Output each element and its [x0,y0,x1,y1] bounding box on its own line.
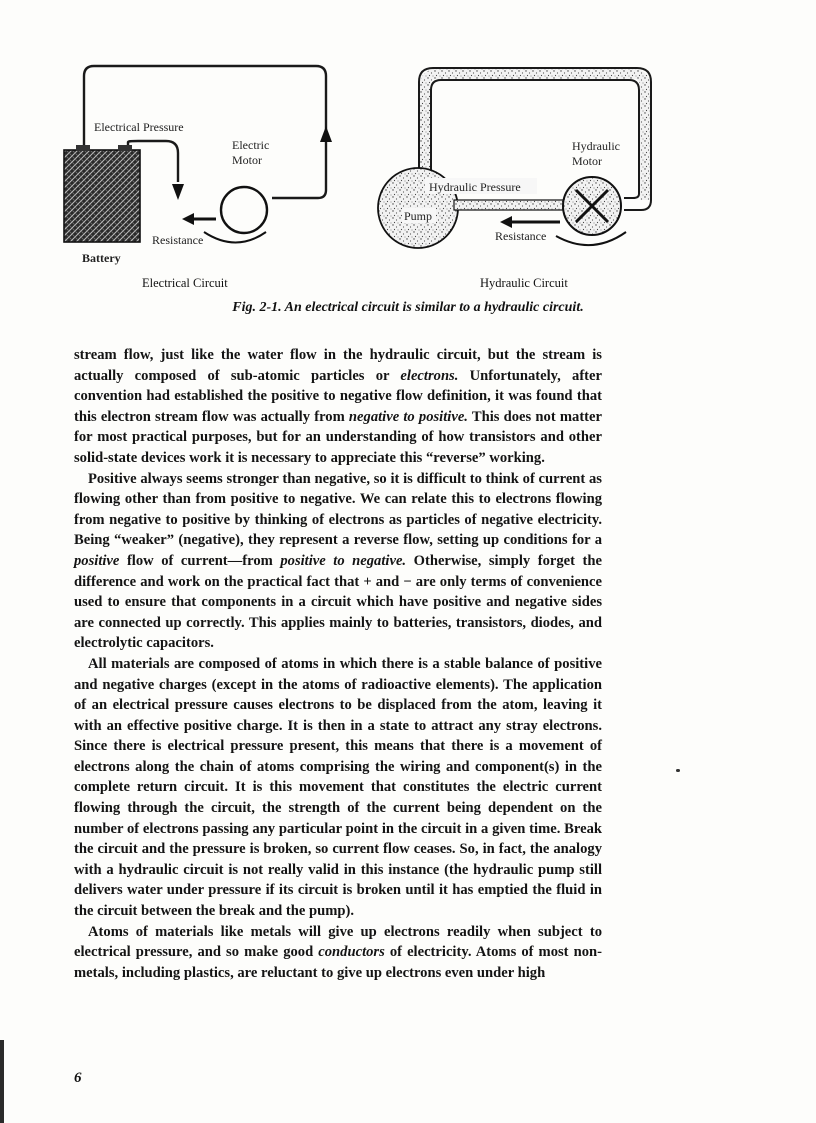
p1-text-b: Unfortunately, after convention had established the positive to negative flow definition, it was found that this electron stream flow was actually from [74,367,602,425]
body-text [74,345,602,983]
label-electric-motor-1: Electric [232,138,270,152]
electrical-up-arrow [320,126,332,142]
hydraulic-circuit-diagram [378,68,651,248]
p4-text-b: of electricity. Atoms of most non-metals, including plastics, are reluctant to give up electrons even under high [74,944,602,981]
hydraulic-pipe-pump-motor [454,200,566,210]
battery-terminal-left [76,145,90,151]
p2-text-a: Positive always seems stronger than negative, so it is difficult to think of current as flowing other than from positive to negative. We can relate this to electrons flowing from negative to positive by thinking of electrons as particles of negative electricity. Being “weaker” (negative), they represent a reverse flow, setting up conditions for a [74,470,602,549]
figure-caption-text: An electrical circuit is similar to a hydraulic circuit. [284,300,584,315]
paragraph-4 [74,922,602,984]
electrical-circuit-diagram [64,66,332,265]
page-edge-shadow [0,1040,4,1123]
page-number: 6 [74,1070,82,1086]
electric-motor-symbol [221,187,267,233]
figure-caption-number: Fig. 2-1. [232,300,282,315]
label-hydraulic-pressure: Hydraulic Pressure [429,180,521,194]
battery-symbol [64,150,140,242]
p4-term-conductors: conductors [318,944,385,961]
label-electrical-pressure: Electrical Pressure [94,120,184,134]
electrical-down-arrow [172,184,184,200]
label-pump: Pump [404,209,433,223]
p2-term-positive-to-negative: positive to negative. [280,552,407,569]
p4-text-a: Atoms of materials like metals will give up electrons readily when subject to electrical pressure, and so make good [74,923,602,961]
label-hydraulic-motor-2: Motor [572,154,602,168]
p1-text-c: This does not matter for most practical purposes, but for an understanding of how transistors and other solid-state devices work it is necessary to appreciate this “reverse” working. [74,408,602,466]
battery-terminal-right [118,145,132,151]
p2-text-b: flow of current—from [119,552,281,569]
label-resistance-left: Resistance [152,233,204,247]
label-electric-motor-2: Motor [232,153,262,167]
hydraulic-circuit-title: Hydraulic Circuit [480,276,568,290]
paragraph-2 [74,469,602,654]
figure-caption [0,300,816,316]
p1-term-negative-to-positive: negative to positive. [348,408,468,425]
circuit-figure [0,0,816,300]
p2-term-positive: positive [74,552,120,569]
label-hydraulic-motor-1: Hydraulic [572,139,620,153]
paragraph-3 [74,654,602,922]
p1-term-electrons: electrons. [400,367,459,384]
p3-text: All materials are composed of atoms in which there is a stable balance of positive and negative charges (except in the atoms of radioactive elements). The application of an electrical pressure causes electrons to be displaced from the atom, leaving it with an effective positive charge. It is then in a state to attract any stray electrons. Since there is electrical pressure present, this means that there is a movement of electrons along the chain of atoms comprising the wiring and component(s) in the complete return circuit. It is this movement that constitutes the electric current flowing through the circuit, the strength of the current being dependent on the number of electrons passing any particular point in the circuit in a given time. Break the circuit and the pressure is broken, so current flow ceases. So, in fact, the analogy with a hydraulic circuit is not really valid in this instance (the hydraulic pump still delivers water under pressure if its circuit is broken until it has emptied the fluid in the circuit between the break and the pump). [74,655,602,920]
electrical-circuit-title: Electrical Circuit [142,276,228,290]
resistance-curve-left [204,232,266,243]
label-battery: Battery [82,251,121,265]
p1-text-a: stream flow, just like the water flow in the hydraulic circuit, but the stream is actually composed of sub-atomic particles or [74,347,602,384]
ink-speck [676,769,680,772]
paragraph-1 [74,345,602,469]
resistance-arrowhead-left [182,213,194,225]
resistance-arrowhead-right [500,216,512,228]
p2-text-c: Otherwise, simply forget the difference and work on the practical fact that + and − are only terms of convenience used to ensure that components in a circuit which have positive and negative sides are connected up correctly. This applies mainly to batteries, transistors, diodes, and electrolytic capacitors. [74,552,602,652]
label-resistance-right: Resistance [495,229,547,243]
